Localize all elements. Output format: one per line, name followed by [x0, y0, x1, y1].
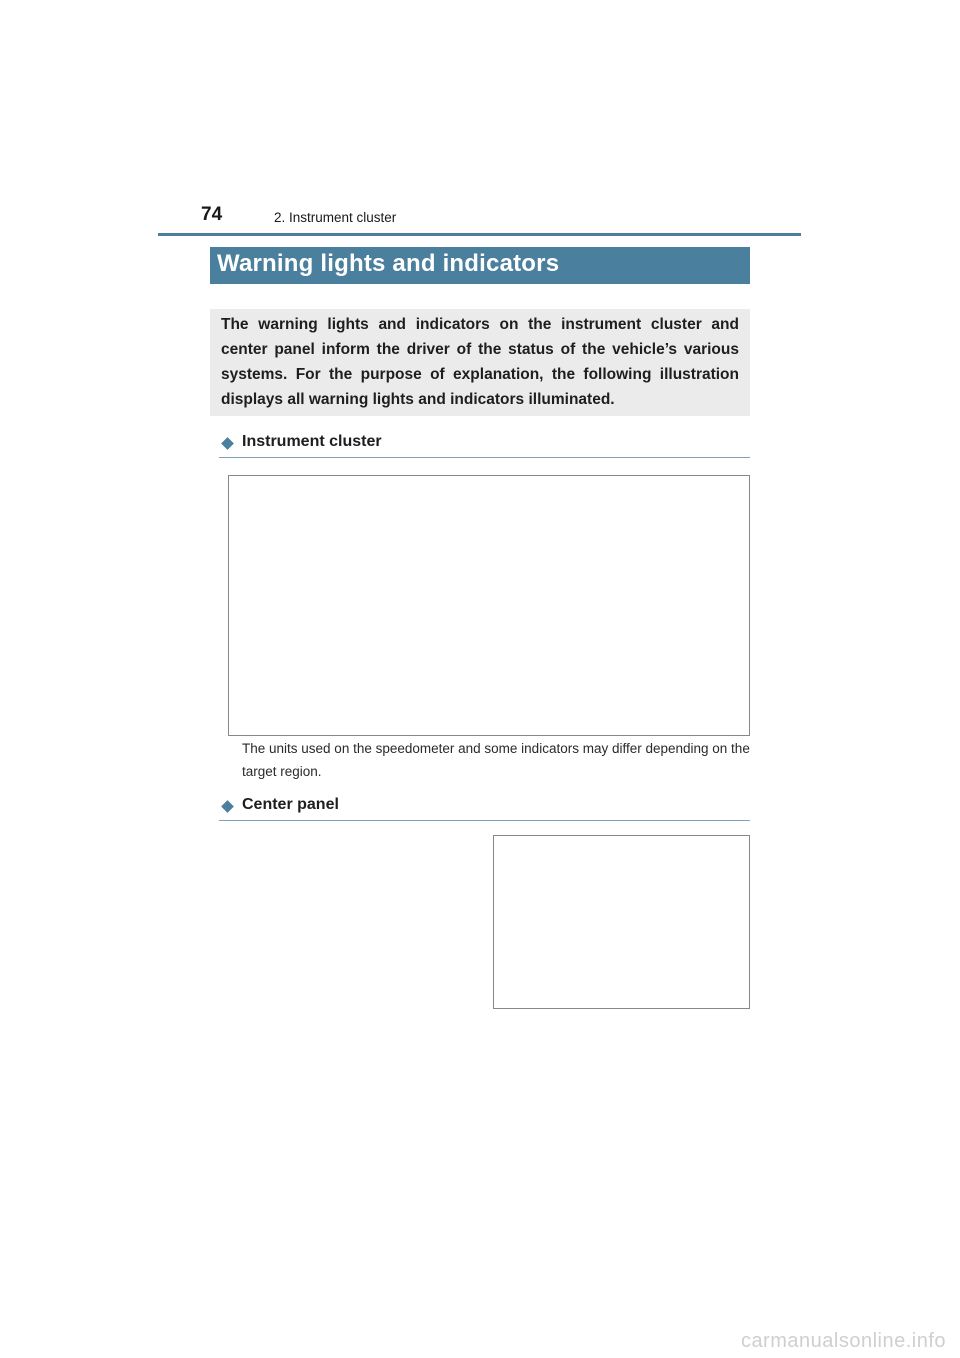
page-title: Warning lights and indicators	[217, 250, 560, 277]
title-bar	[210, 247, 750, 284]
subheading-instrument-cluster	[219, 432, 750, 458]
page-number: 74	[201, 204, 223, 225]
intro-box	[210, 309, 750, 416]
units-note: The units used on the speedometer and some indicators may differ depending on the target region.	[242, 741, 750, 779]
intro-text: The warning lights and indicators on the instrument cluster and center panel inform the driver of the status of the vehicle’s various systems. For the purpose of explanation, the following illustration displays all warning lights and indicators illuminated.	[221, 316, 739, 408]
diamond-bullet-icon	[221, 800, 234, 813]
center-panel-illustration	[493, 835, 750, 1009]
subheading-text: Instrument cluster	[242, 433, 382, 450]
watermark: carmanualsonline.info	[740, 1330, 946, 1352]
subheading-text: Center panel	[242, 796, 339, 813]
page-header	[158, 200, 801, 236]
subheading-center-panel	[219, 795, 750, 821]
instrument-cluster-illustration	[228, 475, 750, 736]
section-label: 2. Instrument cluster	[274, 210, 397, 225]
diamond-bullet-icon	[221, 437, 234, 450]
